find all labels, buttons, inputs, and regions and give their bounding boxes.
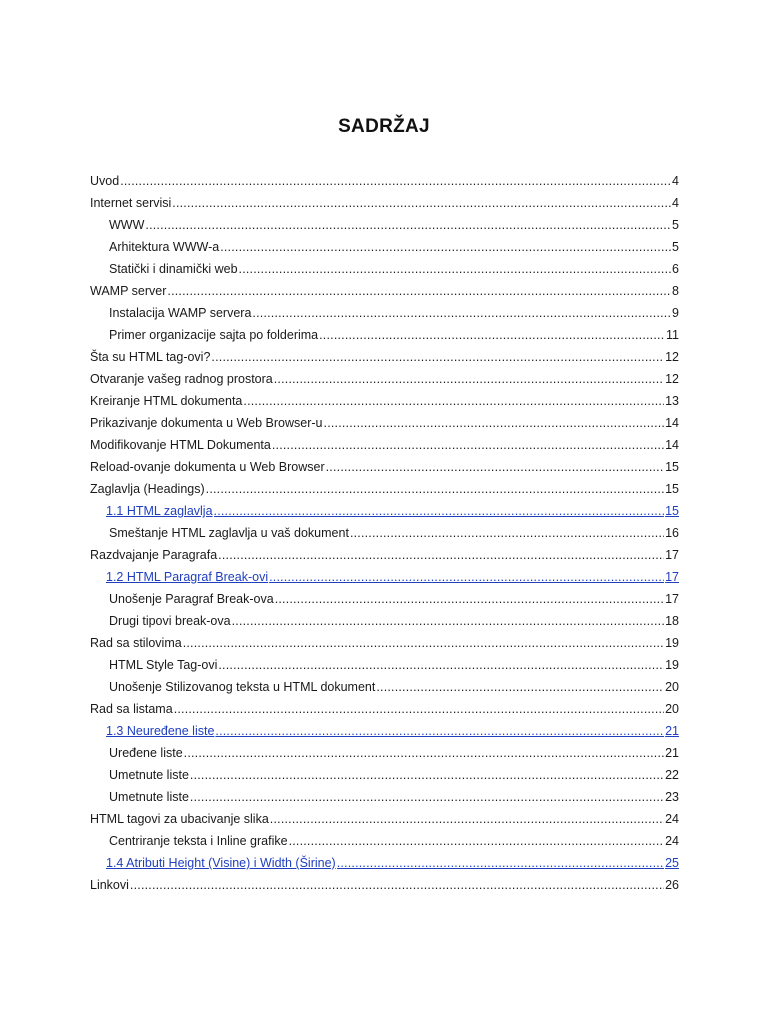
toc-entry-title: Uređene liste: [109, 746, 183, 760]
dot-leader: [190, 764, 664, 786]
toc-entry-title: Smeštanje HTML zaglavlja u vaš dokument: [109, 526, 349, 540]
toc-entry-title: Centriranje teksta i Inline grafike: [109, 834, 288, 848]
toc-entry-page-number: 14: [665, 416, 679, 430]
toc-entry: [90, 522, 679, 544]
toc-entry-title: Razdvajanje Paragrafa: [90, 548, 218, 562]
toc-entry-page-number: 26: [665, 878, 679, 892]
toc-entry-page-number: 24: [665, 812, 679, 826]
toc-entry-page-number: 17: [665, 570, 679, 584]
toc-entry-page-number: 19: [665, 658, 679, 672]
toc-entry-title: 1.4 Atributi Height (Visine) i Width (Širine): [106, 856, 336, 870]
table-of-contents: [90, 170, 679, 896]
dot-leader: [376, 676, 664, 698]
toc-entry-title: Unošenje Stilizovanog teksta u HTML dokument: [109, 680, 376, 694]
toc-entry-title: Modifikovanje HTML Dokumenta: [90, 438, 271, 452]
dot-leader: [324, 412, 665, 434]
dot-leader: [167, 280, 671, 302]
toc-entry: [90, 390, 679, 412]
toc-entry: [90, 302, 679, 324]
toc-entry: [90, 698, 679, 720]
toc-entry-title: Zaglavlja (Headings): [90, 482, 205, 496]
toc-entry: [90, 368, 679, 390]
toc-entry-page-number: 5: [672, 240, 679, 254]
toc-entry-page-number: 17: [665, 548, 679, 562]
toc-entry-page-number: 12: [665, 350, 679, 364]
toc-entry-title: HTML tagovi za ubacivanje slika: [90, 812, 269, 826]
toc-entry-title: HTML Style Tag-ovi: [109, 658, 218, 672]
dot-leader: [319, 324, 665, 346]
toc-entry-title: Umetnute liste: [109, 790, 189, 804]
dot-leader: [269, 566, 664, 588]
toc-entry: [90, 588, 679, 610]
toc-entry-page-number: 6: [672, 262, 679, 276]
toc-entry-title: Šta su HTML tag-ovi?: [90, 350, 211, 364]
toc-entry: [90, 412, 679, 434]
dot-leader: [289, 830, 665, 852]
dot-leader: [183, 632, 664, 654]
toc-entry-title: Rad sa stilovima: [90, 636, 182, 650]
toc-entry: [90, 544, 679, 566]
toc-entry-page-number: 21: [665, 746, 679, 760]
dot-leader: [326, 456, 664, 478]
toc-entry: [90, 808, 679, 830]
toc-entry-title: Umetnute liste: [109, 768, 189, 782]
toc-entry-page-number: 22: [665, 768, 679, 782]
toc-entry-page-number: 20: [665, 702, 679, 716]
toc-entry-page-number: 15: [665, 482, 679, 496]
dot-leader: [232, 610, 665, 632]
dot-leader: [239, 258, 672, 280]
toc-entry-page-number: 19: [665, 636, 679, 650]
toc-entry-title: Internet servisi: [90, 196, 172, 210]
dot-leader: [214, 500, 665, 522]
dot-leader: [252, 302, 671, 324]
toc-entry-page-number: 4: [672, 174, 679, 188]
toc-entry: [90, 280, 679, 302]
toc-entry-title: 1.2 HTML Paragraf Break-ovi: [106, 570, 269, 584]
toc-entry: [90, 676, 679, 698]
dot-leader: [337, 852, 664, 874]
toc-entry-page-number: 12: [665, 372, 679, 386]
toc-entry: [90, 786, 679, 808]
toc-entry: [90, 610, 679, 632]
toc-entry-page-number: 25: [665, 856, 679, 870]
toc-entry-title: Uvod: [90, 174, 120, 188]
toc-entry: [90, 764, 679, 786]
toc-entry-title: Prikazivanje dokumenta u Web Browser-u: [90, 416, 323, 430]
dot-leader: [206, 478, 664, 500]
toc-entry-page-number: 21: [665, 724, 679, 738]
dot-leader: [120, 170, 671, 192]
toc-entry: [90, 742, 679, 764]
toc-entry-title: Linkovi: [90, 878, 129, 892]
toc-entry-title: Otvaranje vašeg radnog prostora: [90, 372, 273, 386]
toc-entry-page-number: 8: [672, 284, 679, 298]
toc-entry: [90, 654, 679, 676]
toc-entry-page-number: 15: [665, 460, 679, 474]
dot-leader: [220, 236, 671, 258]
toc-entry-page-number: 17: [665, 592, 679, 606]
toc-entry-title: WAMP server: [90, 284, 167, 298]
toc-entry: [90, 830, 679, 852]
toc-entry-page-number: 4: [672, 196, 679, 210]
dot-leader: [172, 192, 671, 214]
dot-leader: [350, 522, 664, 544]
dot-leader: [272, 434, 664, 456]
toc-entry-page-number: 24: [665, 834, 679, 848]
toc-entry-page-number: 18: [665, 614, 679, 628]
dot-leader: [218, 544, 664, 566]
toc-entry-page-number: 14: [665, 438, 679, 452]
toc-entry-page-number: 15: [665, 504, 679, 518]
toc-entry-page-number: 20: [665, 680, 679, 694]
toc-entry-title: Instalacija WAMP servera: [109, 306, 252, 320]
toc-entry-title: 1.3 Neuređene liste: [106, 724, 215, 738]
toc-entry-title: Arhitektura WWW-a: [109, 240, 220, 254]
toc-entry-page-number: 5: [672, 218, 679, 232]
toc-entry-page-number: 13: [665, 394, 679, 408]
toc-entry: [90, 236, 679, 258]
toc-entry: [90, 214, 679, 236]
toc-entry-link[interactable]: [90, 852, 679, 874]
toc-entry: [90, 434, 679, 456]
toc-entry: [90, 324, 679, 346]
toc-entry-page-number: 16: [665, 526, 679, 540]
toc-entry-title: Kreiranje HTML dokumenta: [90, 394, 243, 408]
toc-entry: [90, 478, 679, 500]
toc-entry-page-number: 11: [666, 328, 679, 342]
dot-leader: [130, 874, 664, 896]
toc-entry-page-number: 9: [672, 306, 679, 320]
dot-leader: [211, 346, 664, 368]
toc-entry-title: WWW: [109, 218, 145, 232]
toc-entry: [90, 456, 679, 478]
dot-leader: [275, 588, 664, 610]
dot-leader: [145, 214, 671, 236]
toc-entry-link[interactable]: [90, 500, 679, 522]
toc-entry: [90, 874, 679, 896]
dot-leader: [215, 720, 664, 742]
toc-entry-link[interactable]: [90, 566, 679, 588]
toc-entry-title: Unošenje Paragraf Break-ova: [109, 592, 274, 606]
toc-entry: [90, 258, 679, 280]
page-title: SADRŽAJ: [338, 116, 430, 137]
dot-leader: [218, 654, 664, 676]
dot-leader: [274, 368, 664, 390]
toc-entry-title: Primer organizacije sajta po folderima: [109, 328, 319, 342]
toc-entry-title: Statički i dinamički web: [109, 262, 238, 276]
toc-entry: [90, 170, 679, 192]
toc-entry-page-number: 23: [665, 790, 679, 804]
toc-entry-link[interactable]: [90, 720, 679, 742]
dot-leader: [270, 808, 664, 830]
dot-leader: [243, 390, 664, 412]
dot-leader: [174, 698, 664, 720]
toc-entry: [90, 632, 679, 654]
toc-entry: [90, 192, 679, 214]
toc-entry-title: 1.1 HTML zaglavlja: [106, 504, 213, 518]
dot-leader: [190, 786, 664, 808]
toc-entry-title: Rad sa listama: [90, 702, 173, 716]
toc-entry-title: Reload-ovanje dokumenta u Web Browser: [90, 460, 325, 474]
toc-entry: [90, 346, 679, 368]
toc-entry-title: Drugi tipovi break-ova: [109, 614, 231, 628]
dot-leader: [184, 742, 664, 764]
